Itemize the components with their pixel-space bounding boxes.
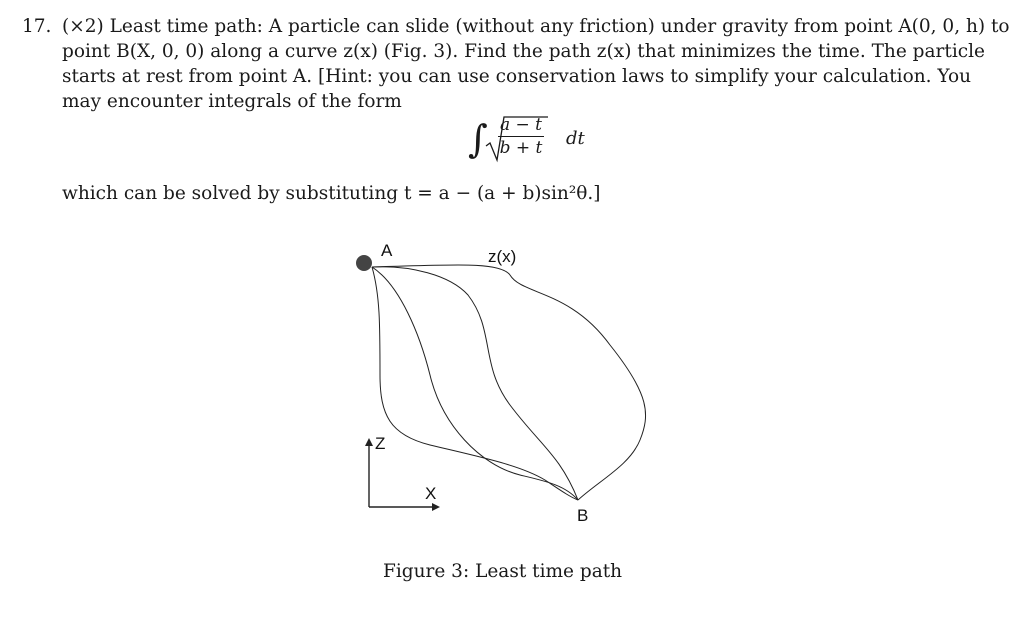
problem-statement: [22, 14, 1010, 114]
integral-sign: ∫: [468, 117, 488, 161]
point-a-marker: [356, 255, 372, 271]
curve-path-4: [372, 267, 578, 500]
differential: dt: [566, 128, 585, 149]
label-z-axis: Z: [375, 434, 386, 453]
z-axis-arrow-icon: [365, 438, 373, 446]
label-point-a: A: [381, 241, 393, 260]
figure-diagram: [350, 235, 670, 535]
curve-path-2: [372, 267, 578, 500]
least-time-path-figure: [350, 235, 670, 535]
fraction-numerator: a − t: [499, 115, 543, 135]
problem-line-3: starts at rest from point A. [Hint: you can use conservation laws to simplify your calculation. You: [62, 66, 972, 87]
label-x-axis: X: [425, 484, 437, 503]
integral-formula: [468, 114, 608, 174]
substitution-hint: which can be solved by substituting t = a − (a + b)sin²θ.]: [62, 183, 601, 204]
fraction: [498, 114, 544, 159]
curve-path-3: [372, 267, 578, 500]
x-axis-arrow-icon: [432, 503, 440, 511]
label-point-b: B: [577, 506, 589, 525]
problem-number: 17.: [22, 16, 52, 37]
problem-line-2: point B(X, 0, 0) along a curve z(x) (Fig. 3). Find the path z(x) that minimizes the time. The particle: [62, 41, 985, 62]
fraction-denominator: b + t: [499, 138, 543, 158]
problem-text: [62, 14, 1010, 114]
label-curve-z: z(x): [488, 247, 517, 266]
figure-caption: Figure 3: Least time path: [383, 561, 623, 582]
problem-line-1: (×2) Least time path: A particle can slide (without any friction) under gravity from point A(0, 0, h) to: [62, 16, 1010, 37]
problem-line-4: may encounter integrals of the form: [62, 91, 402, 112]
